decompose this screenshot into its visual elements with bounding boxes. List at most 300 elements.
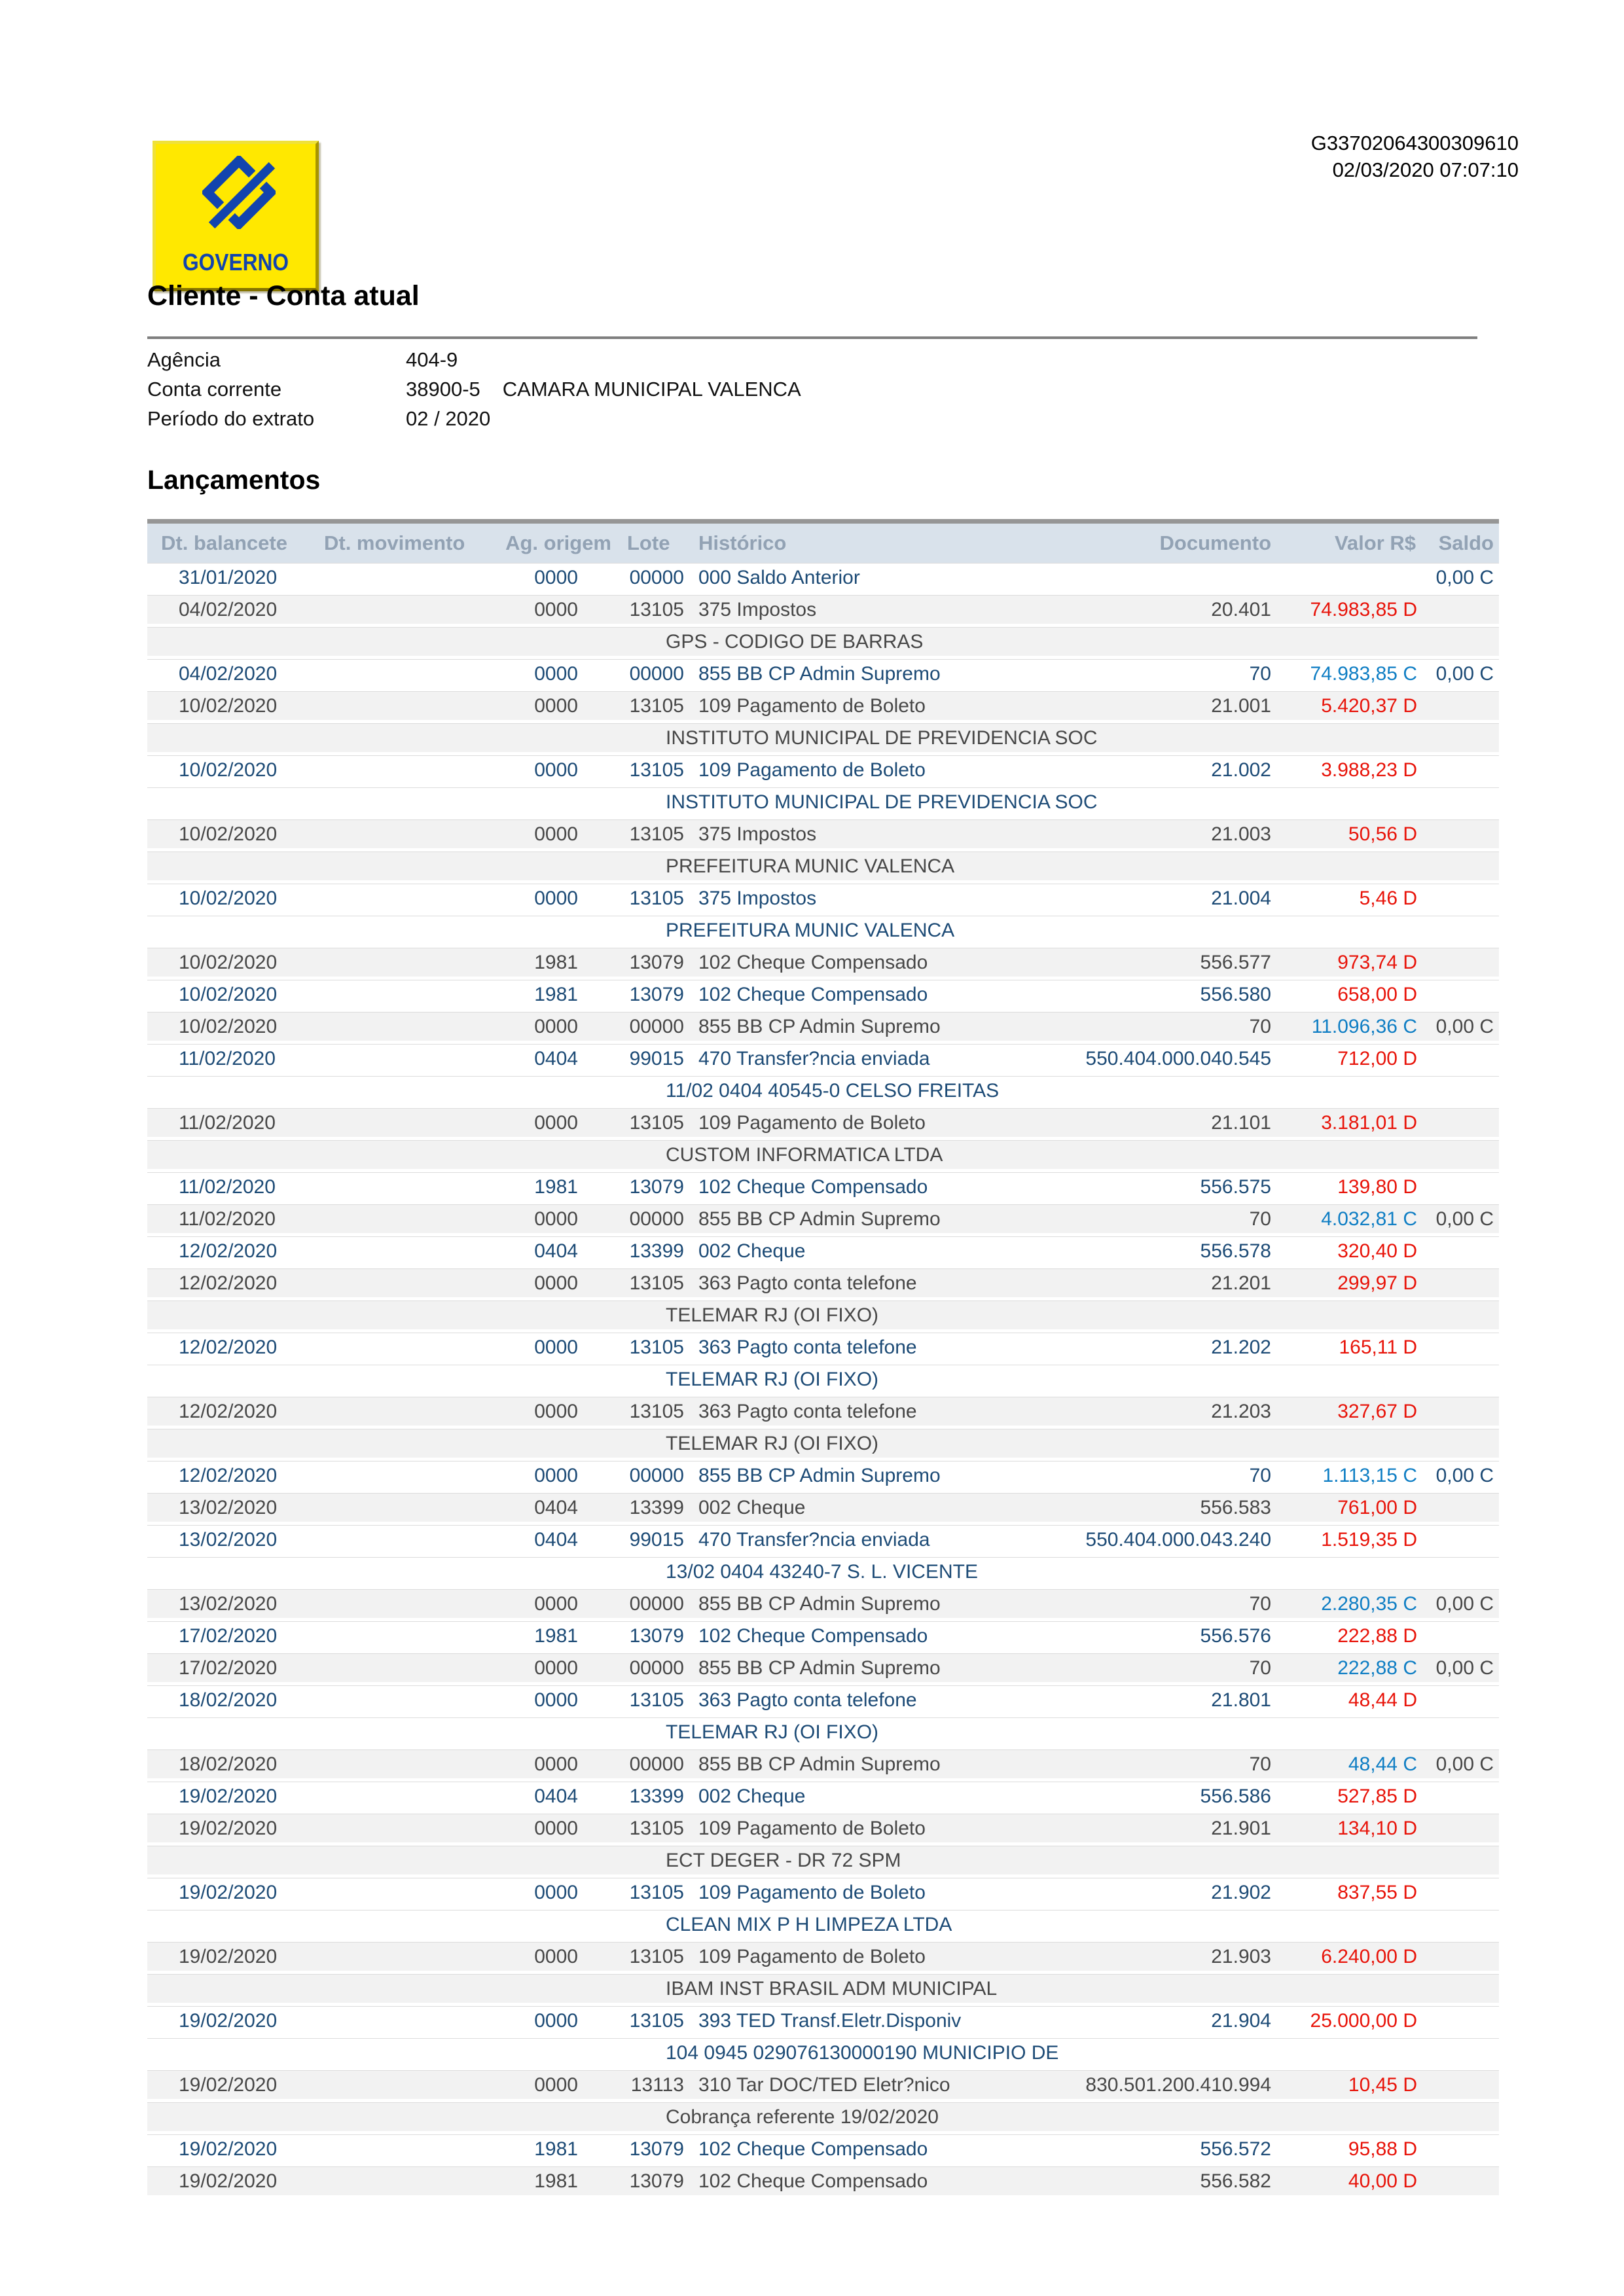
transaction-detail-row xyxy=(147,1140,1499,1172)
cell-dt-balancete: 11/02/2020 xyxy=(147,1204,311,1236)
cell-saldo xyxy=(1430,2006,1499,2038)
cell-saldo xyxy=(1430,948,1499,980)
cell-documento: 70 xyxy=(1047,1204,1276,1236)
cell-ag-origem: 0000 xyxy=(468,1204,615,1236)
cell-historico: 855 BB CP Admin Supremo xyxy=(691,1012,1047,1044)
cell-lote: 00000 xyxy=(615,1749,691,1782)
detail-spacer xyxy=(147,1140,615,1172)
transaction-row xyxy=(147,1685,1499,1717)
cell-ag-origem: 0000 xyxy=(468,1397,615,1429)
column-header-valor-r: Valor R$ xyxy=(1276,524,1430,563)
cell-dt-movimento xyxy=(311,948,468,980)
transaction-row xyxy=(147,884,1499,916)
detail-text: 13/02 0404 43240-7 S. L. VICENTE xyxy=(615,1557,1499,1589)
cell-saldo: 0,00 C xyxy=(1430,1204,1499,1236)
cell-dt-movimento xyxy=(311,2134,468,2166)
cell-documento: 21.004 xyxy=(1047,884,1276,916)
transaction-row xyxy=(147,1397,1499,1429)
cell-dt-balancete: 10/02/2020 xyxy=(147,980,311,1012)
cell-saldo: 0,00 C xyxy=(1430,1589,1499,1621)
cell-ag-origem: 0000 xyxy=(468,819,615,852)
detail-text: TELEMAR RJ (OI FIXO) xyxy=(615,1717,1499,1749)
cell-documento: 556.582 xyxy=(1047,2166,1276,2198)
cell-dt-movimento xyxy=(311,1525,468,1557)
transaction-detail-row xyxy=(147,1429,1499,1461)
cell-saldo xyxy=(1430,691,1499,723)
cell-lote: 13105 xyxy=(615,691,691,723)
cell-lote: 13105 xyxy=(615,1878,691,1910)
cell-saldo xyxy=(1430,1397,1499,1429)
transactions-table xyxy=(147,519,1499,2198)
cell-ag-origem: 0404 xyxy=(468,1493,615,1525)
cell-ag-origem: 0000 xyxy=(468,1685,615,1717)
cell-historico: 855 BB CP Admin Supremo xyxy=(691,1749,1047,1782)
cell-dt-balancete: 19/02/2020 xyxy=(147,2070,311,2102)
detail-text: CUSTOM INFORMATICA LTDA xyxy=(615,1140,1499,1172)
cell-valor: 658,00 D xyxy=(1276,980,1430,1012)
document-reference-block xyxy=(1311,130,1519,183)
detail-spacer xyxy=(147,916,615,948)
cell-lote: 13399 xyxy=(615,1782,691,1814)
cell-saldo xyxy=(1430,1621,1499,1653)
cell-dt-movimento xyxy=(311,1172,468,1204)
cell-lote: 13105 xyxy=(615,2006,691,2038)
agencia-value: 404-9 xyxy=(406,348,458,371)
transaction-detail-row xyxy=(147,1076,1499,1108)
cell-lote: 13079 xyxy=(615,1172,691,1204)
cell-dt-movimento xyxy=(311,1749,468,1782)
cell-historico: 363 Pagto conta telefone xyxy=(691,1397,1047,1429)
detail-spacer xyxy=(147,1076,615,1108)
detail-text: GPS - CODIGO DE BARRAS xyxy=(615,627,1499,659)
cell-historico: 310 Tar DOC/TED Eletr?nico xyxy=(691,2070,1047,2102)
cell-historico: 102 Cheque Compensado xyxy=(691,1172,1047,1204)
cell-valor: 527,85 D xyxy=(1276,1782,1430,1814)
transaction-detail-row xyxy=(147,1557,1499,1589)
detail-spacer xyxy=(147,1974,615,2006)
cell-historico: 363 Pagto conta telefone xyxy=(691,1333,1047,1365)
cell-documento: 21.903 xyxy=(1047,1942,1276,1974)
cell-ag-origem: 0000 xyxy=(468,1012,615,1044)
cell-documento: 70 xyxy=(1047,1749,1276,1782)
cell-saldo xyxy=(1430,1814,1499,1846)
cell-saldo xyxy=(1430,755,1499,787)
cell-lote: 00000 xyxy=(615,1461,691,1493)
cell-saldo: 0,00 C xyxy=(1430,563,1499,595)
transaction-row xyxy=(147,1621,1499,1653)
detail-text: 11/02 0404 40545-0 CELSO FREITAS xyxy=(615,1076,1499,1108)
cell-documento: 21.801 xyxy=(1047,1685,1276,1717)
transaction-row xyxy=(147,1878,1499,1910)
cell-ag-origem: 0000 xyxy=(468,1942,615,1974)
cell-valor: 1.113,15 C xyxy=(1276,1461,1430,1493)
cell-ag-origem: 0000 xyxy=(468,1814,615,1846)
periodo-label: Período do extrato xyxy=(147,407,315,430)
cell-lote: 13105 xyxy=(615,755,691,787)
cell-valor: 3.181,01 D xyxy=(1276,1108,1430,1140)
transaction-row xyxy=(147,1942,1499,1974)
transaction-row xyxy=(147,1012,1499,1044)
cell-lote: 13079 xyxy=(615,948,691,980)
cell-documento: 556.576 xyxy=(1047,1621,1276,1653)
cell-dt-balancete: 04/02/2020 xyxy=(147,659,311,691)
cell-documento: 550.404.000.040.545 xyxy=(1047,1044,1276,1076)
cell-lote: 99015 xyxy=(615,1525,691,1557)
column-header-hist-rico: Histórico xyxy=(691,524,1047,563)
cell-dt-balancete: 18/02/2020 xyxy=(147,1749,311,1782)
cell-saldo xyxy=(1430,1878,1499,1910)
detail-spacer xyxy=(147,1846,615,1878)
cell-dt-balancete: 12/02/2020 xyxy=(147,1397,311,1429)
cell-dt-balancete: 13/02/2020 xyxy=(147,1493,311,1525)
cell-dt-movimento xyxy=(311,2070,468,2102)
detail-spacer xyxy=(147,2102,615,2134)
cell-documento: 556.577 xyxy=(1047,948,1276,980)
cell-saldo: 0,00 C xyxy=(1430,1749,1499,1782)
transaction-row xyxy=(147,1749,1499,1782)
cell-dt-balancete: 17/02/2020 xyxy=(147,1621,311,1653)
transaction-row xyxy=(147,1268,1499,1300)
transaction-detail-row xyxy=(147,787,1499,819)
cell-documento: 556.572 xyxy=(1047,2134,1276,2166)
cell-documento: 70 xyxy=(1047,659,1276,691)
section-divider xyxy=(147,336,1477,339)
cell-historico: 855 BB CP Admin Supremo xyxy=(691,1653,1047,1685)
cell-saldo xyxy=(1430,884,1499,916)
cell-lote: 00000 xyxy=(615,1012,691,1044)
cell-historico: 102 Cheque Compensado xyxy=(691,2166,1047,2198)
cell-saldo xyxy=(1430,1268,1499,1300)
cell-historico: 109 Pagamento de Boleto xyxy=(691,1942,1047,1974)
detail-spacer xyxy=(147,1365,615,1397)
transaction-row xyxy=(147,1814,1499,1846)
cell-valor: 134,10 D xyxy=(1276,1814,1430,1846)
cell-dt-movimento xyxy=(311,2006,468,2038)
cell-dt-movimento xyxy=(311,1589,468,1621)
transaction-detail-row xyxy=(147,1974,1499,2006)
cell-lote: 13079 xyxy=(615,2166,691,2198)
cell-ag-origem: 0000 xyxy=(468,563,615,595)
transaction-row xyxy=(147,1236,1499,1268)
detail-text: PREFEITURA MUNIC VALENCA xyxy=(615,916,1499,948)
column-header-ag-origem: Ag. origem xyxy=(468,524,615,563)
banco-do-brasil-emblem-icon xyxy=(202,156,276,229)
cell-ag-origem: 0000 xyxy=(468,1333,615,1365)
transaction-row xyxy=(147,1461,1499,1493)
cell-dt-balancete: 31/01/2020 xyxy=(147,563,311,595)
cell-documento: 21.904 xyxy=(1047,2006,1276,2038)
cell-valor: 3.988,23 D xyxy=(1276,755,1430,787)
transaction-row xyxy=(147,2006,1499,2038)
cell-saldo xyxy=(1430,1525,1499,1557)
cell-dt-movimento xyxy=(311,980,468,1012)
cell-dt-balancete: 19/02/2020 xyxy=(147,1782,311,1814)
detail-text: Cobrança referente 19/02/2020 xyxy=(615,2102,1499,2134)
cell-valor: 11.096,36 C xyxy=(1276,1012,1430,1044)
detail-spacer xyxy=(147,1717,615,1749)
cell-documento xyxy=(1047,563,1276,595)
cell-ag-origem: 0000 xyxy=(468,1268,615,1300)
cell-dt-balancete: 12/02/2020 xyxy=(147,1268,311,1300)
detail-text: TELEMAR RJ (OI FIXO) xyxy=(615,1429,1499,1461)
transaction-detail-row xyxy=(147,2102,1499,2134)
cell-documento: 21.001 xyxy=(1047,691,1276,723)
cell-documento: 556.575 xyxy=(1047,1172,1276,1204)
cell-historico: 109 Pagamento de Boleto xyxy=(691,1814,1047,1846)
cell-dt-movimento xyxy=(311,1685,468,1717)
cell-ag-origem: 0000 xyxy=(468,691,615,723)
cell-valor: 25.000,00 D xyxy=(1276,2006,1430,2038)
cell-dt-balancete: 10/02/2020 xyxy=(147,755,311,787)
cell-saldo xyxy=(1430,1044,1499,1076)
cell-documento: 556.586 xyxy=(1047,1782,1276,1814)
reference-code: G33702064300309610 xyxy=(1310,132,1519,154)
cell-dt-movimento xyxy=(311,595,468,627)
cell-ag-origem: 0000 xyxy=(468,595,615,627)
cell-dt-movimento xyxy=(311,1621,468,1653)
cell-lote: 13105 xyxy=(615,1333,691,1365)
transaction-row xyxy=(147,1044,1499,1076)
cell-saldo: 0,00 C xyxy=(1430,1653,1499,1685)
cell-lote: 00000 xyxy=(615,1204,691,1236)
cell-dt-movimento xyxy=(311,1493,468,1525)
cell-historico: 855 BB CP Admin Supremo xyxy=(691,659,1047,691)
cell-historico: 375 Impostos xyxy=(691,595,1047,627)
conta-corrente-value: 38900-5 xyxy=(406,378,480,401)
transaction-detail-row xyxy=(147,2038,1499,2070)
cell-dt-balancete: 17/02/2020 xyxy=(147,1653,311,1685)
cell-documento: 70 xyxy=(1047,1653,1276,1685)
cell-documento: 70 xyxy=(1047,1012,1276,1044)
cell-dt-movimento xyxy=(311,1012,468,1044)
cell-saldo xyxy=(1430,1782,1499,1814)
transaction-row xyxy=(147,755,1499,787)
cell-lote: 13399 xyxy=(615,1236,691,1268)
cell-ag-origem: 0404 xyxy=(468,1525,615,1557)
detail-text: CLEAN MIX P H LIMPEZA LTDA xyxy=(615,1910,1499,1942)
cell-ag-origem: 0000 xyxy=(468,2070,615,2102)
cell-ag-origem: 1981 xyxy=(468,980,615,1012)
cell-dt-movimento xyxy=(311,819,468,852)
cell-dt-movimento xyxy=(311,1461,468,1493)
cell-valor: 6.240,00 D xyxy=(1276,1942,1430,1974)
cell-lote: 13105 xyxy=(615,819,691,852)
cell-lote: 00000 xyxy=(615,563,691,595)
cell-saldo xyxy=(1430,2166,1499,2198)
cell-valor: 50,56 D xyxy=(1276,819,1430,852)
cell-documento: 556.578 xyxy=(1047,1236,1276,1268)
cell-dt-movimento xyxy=(311,1333,468,1365)
column-header-saldo: Saldo xyxy=(1430,524,1499,563)
cell-historico: 000 Saldo Anterior xyxy=(691,563,1047,595)
cell-valor: 48,44 C xyxy=(1276,1749,1430,1782)
cell-valor: 74.983,85 C xyxy=(1276,659,1430,691)
cell-historico: 002 Cheque xyxy=(691,1493,1047,1525)
cell-ag-origem: 0000 xyxy=(468,659,615,691)
cell-saldo xyxy=(1430,1236,1499,1268)
cell-valor: 299,97 D xyxy=(1276,1268,1430,1300)
transaction-row xyxy=(147,1204,1499,1236)
cell-dt-movimento xyxy=(311,1653,468,1685)
transaction-detail-row xyxy=(147,1846,1499,1878)
transaction-row xyxy=(147,1653,1499,1685)
cell-documento: 21.101 xyxy=(1047,1108,1276,1140)
cell-valor: 320,40 D xyxy=(1276,1236,1430,1268)
cell-historico: 363 Pagto conta telefone xyxy=(691,1685,1047,1717)
cell-lote: 13105 xyxy=(615,884,691,916)
transaction-detail-row xyxy=(147,852,1499,884)
logo-governo-label: GOVERNO xyxy=(183,249,289,276)
cell-dt-movimento xyxy=(311,659,468,691)
cell-dt-movimento xyxy=(311,563,468,595)
cell-documento: 21.901 xyxy=(1047,1814,1276,1846)
cell-saldo: 0,00 C xyxy=(1430,1461,1499,1493)
cell-valor: 10,45 D xyxy=(1276,2070,1430,2102)
cell-ag-origem: 0000 xyxy=(468,1461,615,1493)
cell-historico: 102 Cheque Compensado xyxy=(691,980,1047,1012)
cell-saldo xyxy=(1430,980,1499,1012)
cell-valor: 48,44 D xyxy=(1276,1685,1430,1717)
cell-valor: 1.519,35 D xyxy=(1276,1525,1430,1557)
account-info-row-conta xyxy=(147,374,801,404)
cell-documento: 20.401 xyxy=(1047,595,1276,627)
cell-lote: 13105 xyxy=(615,1268,691,1300)
detail-spacer xyxy=(147,1910,615,1942)
cell-documento: 556.580 xyxy=(1047,980,1276,1012)
agencia-label: Agência xyxy=(147,348,221,371)
client-section-title: Cliente - Conta atual xyxy=(147,280,420,312)
conta-corrente-label: Conta corrente xyxy=(147,378,282,401)
cell-dt-balancete: 10/02/2020 xyxy=(147,948,311,980)
cell-historico: 855 BB CP Admin Supremo xyxy=(691,1204,1047,1236)
detail-text: 104 0945 029076130000190 MUNICIPIO DE xyxy=(615,2038,1499,2070)
cell-documento: 556.583 xyxy=(1047,1493,1276,1525)
cell-dt-movimento xyxy=(311,2166,468,2198)
cell-valor: 5,46 D xyxy=(1276,884,1430,916)
cell-valor: 95,88 D xyxy=(1276,2134,1430,2166)
detail-spacer xyxy=(147,627,615,659)
detail-spacer xyxy=(147,723,615,755)
transaction-row xyxy=(147,659,1499,691)
transaction-row xyxy=(147,1493,1499,1525)
cell-lote: 13105 xyxy=(615,1942,691,1974)
cell-valor: 222,88 D xyxy=(1276,1621,1430,1653)
cell-dt-balancete: 12/02/2020 xyxy=(147,1333,311,1365)
transaction-detail-row xyxy=(147,1365,1499,1397)
cell-saldo: 0,00 C xyxy=(1430,1012,1499,1044)
cell-saldo xyxy=(1430,1108,1499,1140)
cell-dt-balancete: 19/02/2020 xyxy=(147,2134,311,2166)
cell-valor: 4.032,81 C xyxy=(1276,1204,1430,1236)
transaction-detail-row xyxy=(147,1717,1499,1749)
cell-historico: 855 BB CP Admin Supremo xyxy=(691,1461,1047,1493)
cell-historico: 002 Cheque xyxy=(691,1782,1047,1814)
transaction-detail-row xyxy=(147,1910,1499,1942)
cell-documento: 830.501.200.410.994 xyxy=(1047,2070,1276,2102)
cell-dt-balancete: 13/02/2020 xyxy=(147,1525,311,1557)
cell-valor: 327,67 D xyxy=(1276,1397,1430,1429)
cell-saldo xyxy=(1430,1333,1499,1365)
cell-dt-balancete: 04/02/2020 xyxy=(147,595,311,627)
account-info-row-periodo xyxy=(147,404,801,433)
transaction-row xyxy=(147,1172,1499,1204)
transaction-detail-row xyxy=(147,916,1499,948)
cell-lote: 13105 xyxy=(615,595,691,627)
cell-lote: 00000 xyxy=(615,1589,691,1621)
detail-spacer xyxy=(147,852,615,884)
transaction-row xyxy=(147,1333,1499,1365)
cell-historico: 375 Impostos xyxy=(691,819,1047,852)
cell-saldo xyxy=(1430,2134,1499,2166)
transaction-detail-row xyxy=(147,627,1499,659)
cell-dt-movimento xyxy=(311,1204,468,1236)
cell-historico: 855 BB CP Admin Supremo xyxy=(691,1589,1047,1621)
transaction-row xyxy=(147,595,1499,627)
cell-dt-movimento xyxy=(311,1236,468,1268)
column-header-dt-balancete: Dt. balancete xyxy=(147,524,311,563)
cell-dt-movimento xyxy=(311,1942,468,1974)
cell-saldo xyxy=(1430,1493,1499,1525)
transaction-row xyxy=(147,2166,1499,2198)
cell-historico: 002 Cheque xyxy=(691,1236,1047,1268)
account-holder-name: CAMARA MUNICIPAL VALENCA xyxy=(502,378,801,401)
detail-text: IBAM INST BRASIL ADM MUNICIPAL xyxy=(615,1974,1499,2006)
cell-historico: 393 TED Transf.Eletr.Disponiv xyxy=(691,2006,1047,2038)
transaction-row xyxy=(147,819,1499,852)
cell-dt-movimento xyxy=(311,1108,468,1140)
cell-dt-movimento xyxy=(311,884,468,916)
cell-dt-balancete: 12/02/2020 xyxy=(147,1461,311,1493)
cell-lote: 13079 xyxy=(615,980,691,1012)
transaction-row xyxy=(147,1525,1499,1557)
transaction-detail-row xyxy=(147,723,1499,755)
cell-valor xyxy=(1276,563,1430,595)
cell-valor: 74.983,85 D xyxy=(1276,595,1430,627)
cell-lote: 00000 xyxy=(615,1653,691,1685)
cell-dt-balancete: 10/02/2020 xyxy=(147,819,311,852)
bank-logo xyxy=(153,141,319,291)
cell-documento: 21.902 xyxy=(1047,1878,1276,1910)
cell-dt-balancete: 11/02/2020 xyxy=(147,1172,311,1204)
generation-timestamp: 02/03/2020 07:07:10 xyxy=(1332,158,1519,181)
transaction-detail-row xyxy=(147,1300,1499,1333)
transaction-row xyxy=(147,691,1499,723)
cell-valor: 222,88 C xyxy=(1276,1653,1430,1685)
cell-dt-movimento xyxy=(311,1814,468,1846)
cell-saldo xyxy=(1430,595,1499,627)
cell-dt-balancete: 10/02/2020 xyxy=(147,884,311,916)
cell-lote: 99015 xyxy=(615,1044,691,1076)
cell-saldo xyxy=(1430,1172,1499,1204)
cell-ag-origem: 0000 xyxy=(468,755,615,787)
account-info xyxy=(147,345,801,433)
column-header-dt-movimento: Dt. movimento xyxy=(311,524,468,563)
transaction-row xyxy=(147,980,1499,1012)
cell-dt-balancete: 19/02/2020 xyxy=(147,1878,311,1910)
transaction-row xyxy=(147,1589,1499,1621)
cell-historico: 102 Cheque Compensado xyxy=(691,1621,1047,1653)
cell-ag-origem: 0000 xyxy=(468,2006,615,2038)
cell-ag-origem: 1981 xyxy=(468,2166,615,2198)
cell-historico: 470 Transfer?ncia enviada xyxy=(691,1525,1047,1557)
cell-dt-movimento xyxy=(311,1397,468,1429)
cell-historico: 109 Pagamento de Boleto xyxy=(691,691,1047,723)
cell-dt-balancete: 19/02/2020 xyxy=(147,1814,311,1846)
cell-dt-balancete: 13/02/2020 xyxy=(147,1589,311,1621)
cell-dt-balancete: 12/02/2020 xyxy=(147,1236,311,1268)
transaction-row xyxy=(147,1108,1499,1140)
detail-spacer xyxy=(147,2038,615,2070)
